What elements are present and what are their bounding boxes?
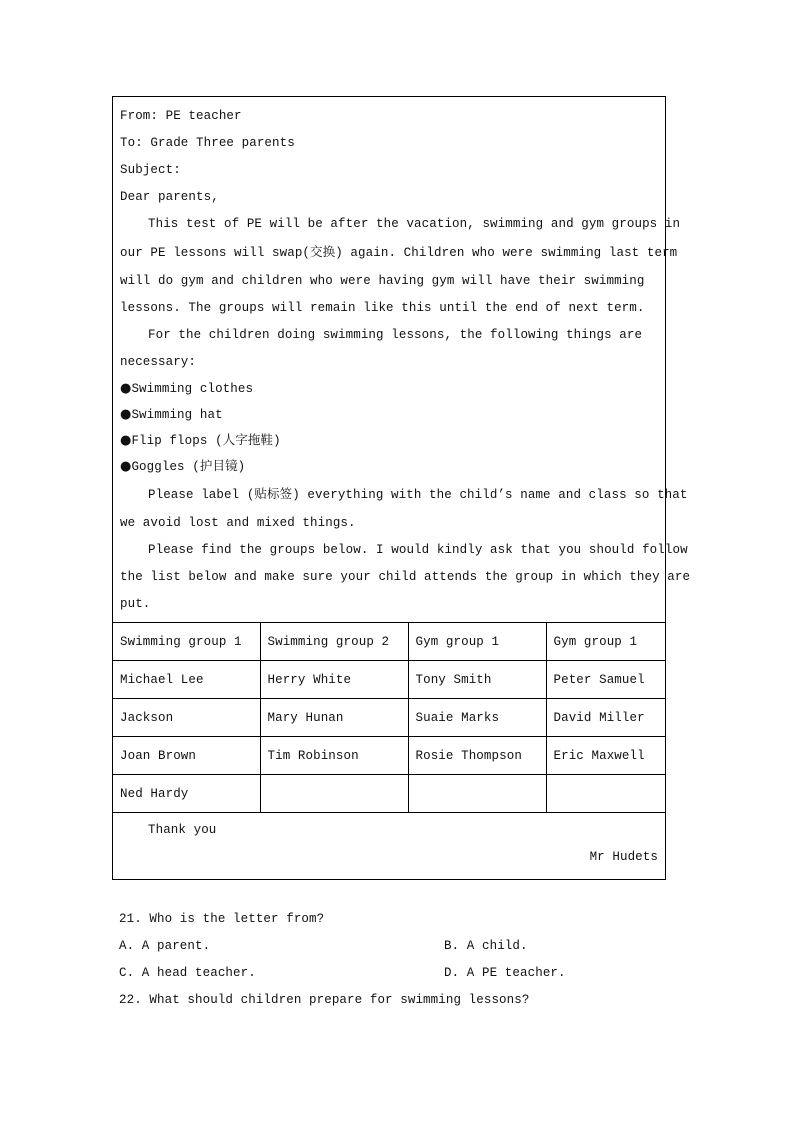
table-cell: Tim Robinson	[260, 737, 408, 775]
bullet-icon: ●	[120, 459, 132, 474]
bullet-icon: ●	[120, 433, 132, 448]
question-text: 22. What should children prepare for swimming lessons?	[119, 993, 530, 1007]
table-cell: Joan Brown	[113, 737, 260, 775]
letter-from: From: PE teacher	[120, 109, 242, 123]
table-cell: Ned Hardy	[113, 775, 260, 813]
table-header-cell: Gym group 1	[546, 623, 665, 661]
list-item	[120, 402, 658, 428]
option-d: D. A PE teacher.	[444, 966, 566, 980]
letter-to: To: Grade Three parents	[120, 136, 295, 150]
table-row	[113, 775, 665, 813]
list-item-label: Flip flops (人字拖鞋)	[131, 434, 281, 448]
question-22	[119, 987, 679, 1014]
list-item	[120, 428, 658, 454]
paragraph-line: Please find the groups below. I would kindly ask that you should follow	[148, 543, 688, 557]
table-cell: Peter Samuel	[546, 661, 665, 699]
letter-subject: Subject:	[120, 163, 181, 177]
table-cell: Jackson	[113, 699, 260, 737]
list-item	[120, 376, 658, 402]
list-item	[120, 454, 658, 480]
list-item-label: Swimming hat	[131, 408, 223, 422]
table-row	[113, 737, 665, 775]
table-header-row	[113, 623, 665, 661]
bullet-icon: ●	[120, 407, 132, 422]
letter-frame	[112, 96, 691, 880]
paragraph-line: we avoid lost and mixed things.	[120, 516, 356, 530]
table-cell: Eric Maxwell	[546, 737, 665, 775]
questions-section	[119, 906, 679, 1014]
letter-closing	[113, 813, 665, 879]
option-a: A. A parent.	[119, 939, 211, 953]
table-row	[113, 699, 665, 737]
table-header-cell: Swimming group 2	[260, 623, 408, 661]
question-21	[119, 906, 679, 933]
table-row	[113, 661, 665, 699]
table-cell: Mary Hunan	[260, 699, 408, 737]
table-header-cell: Gym group 1	[408, 623, 546, 661]
paragraph-line: This test of PE will be after the vacation, swimming and gym groups in	[148, 217, 681, 231]
letter-body	[113, 97, 691, 622]
paragraph-line: necessary:	[120, 355, 197, 369]
bullet-icon: ●	[120, 381, 132, 396]
list-item-label: Goggles (护目镜)	[131, 460, 246, 474]
question-21-options-row1	[119, 933, 679, 960]
table-cell	[546, 775, 665, 813]
question-text: 21. Who is the letter from?	[119, 912, 325, 926]
closing-thanks: Thank you	[148, 823, 217, 837]
table-cell: David Miller	[546, 699, 665, 737]
groups-table	[113, 622, 665, 813]
paragraph-line: put.	[120, 597, 151, 611]
option-b: B. A child.	[444, 939, 528, 953]
paragraph-line: For the children doing swimming lessons, the following things are	[148, 328, 643, 342]
paragraph-line: the list below and make sure your child attends the group in which they are	[120, 570, 691, 584]
table-cell: Suaie Marks	[408, 699, 546, 737]
list-item-label: Swimming clothes	[131, 382, 254, 396]
table-cell: Tony Smith	[408, 661, 546, 699]
paragraph-line: will do gym and children who were having gym will have their swimming	[120, 274, 645, 288]
option-c: C. A head teacher.	[119, 966, 256, 980]
paragraph-line: lessons. The groups will remain like this until the end of next term.	[120, 301, 645, 315]
table-header-cell: Swimming group 1	[113, 623, 260, 661]
table-cell: Michael Lee	[113, 661, 260, 699]
letter-greeting: Dear parents,	[120, 190, 219, 204]
closing-signature: Mr Hudets	[589, 850, 658, 864]
question-21-options-row2	[119, 960, 679, 987]
table-cell	[408, 775, 546, 813]
table-cell: Rosie Thompson	[408, 737, 546, 775]
paragraph-line: our PE lessons will swap(交换) again. Children who were swimming last term	[120, 246, 678, 260]
table-cell: Herry White	[260, 661, 408, 699]
table-cell	[260, 775, 408, 813]
paragraph-line: Please label (贴标签) everything with the child’s name and class so that	[148, 488, 688, 502]
